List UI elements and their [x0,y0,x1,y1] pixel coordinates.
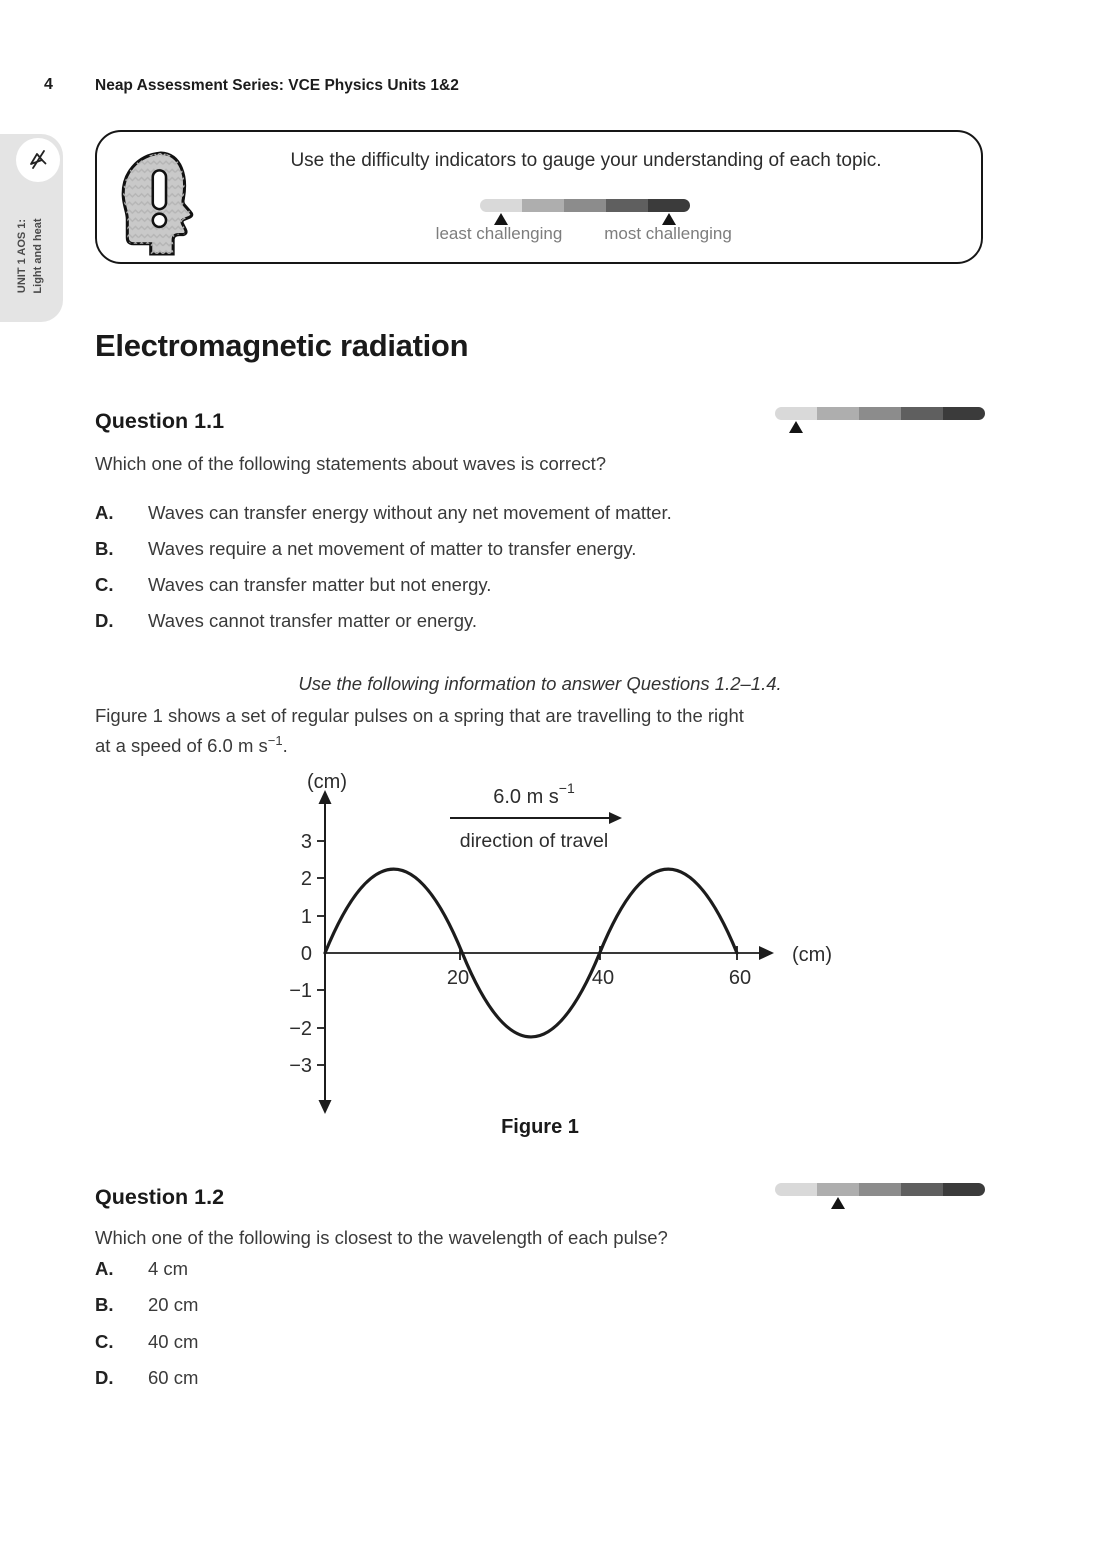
option-letter: D. [95,610,114,631]
unit-tab [0,134,63,322]
figure-caption: Figure 1 [501,1116,579,1138]
x-axis-arrow [759,946,774,960]
stimulus-instruction: Use the following information to answer Questions 1.2–1.4. [298,673,782,694]
option-text: 20 cm [148,1294,199,1315]
stimulus-line2-sup: −1 [267,733,283,748]
question-1-2-title: Question 1.2 [95,1185,225,1209]
difficulty-marker [789,421,803,433]
difficulty-bar [775,1183,985,1196]
x-tick-label: 20 [446,967,470,989]
x-tick-label: 40 [591,967,615,989]
option-letter: C. [95,574,114,595]
difficulty-bar [480,199,690,212]
y-tick-label: −3 [289,1055,312,1077]
direction-arrow-head [609,812,622,824]
y-tick-label: −1 [289,980,312,1002]
y-tick-label: 0 [300,943,312,965]
option-row [95,502,672,524]
difficulty-marker [831,1197,845,1209]
option-letter: A. [95,502,114,523]
figure-1-graph [270,770,845,1120]
unit-tab-badge [16,138,60,182]
x-tick-label: 60 [728,967,752,989]
question-1-1-difficulty [775,407,985,437]
option-text: Waves can transfer matter but not energy. [148,574,492,595]
option-letter: C. [95,1331,114,1352]
question-1-1-prompt: Which one of the following statements about waves is correct? [95,453,607,474]
least-challenging-label: least challenging [435,224,563,243]
section-title: Electromagnetic radiation [95,328,469,363]
option-letter: B. [95,538,114,559]
option-row [95,1258,188,1280]
unit-tab-line2: Light and heat [32,218,44,294]
option-letter: D. [95,1367,114,1388]
info-message: Use the difficulty indicators to gauge your understanding of each topic. [290,150,882,171]
option-row [95,610,477,632]
y-tick-label: −2 [289,1018,312,1040]
option-row [95,574,491,596]
option-letter: A. [95,1258,114,1279]
x-axis-unit-label: (cm) [792,944,832,966]
difficulty-info-box [95,130,983,264]
stimulus-line2-period: . [282,735,288,757]
option-text: 40 cm [148,1331,199,1352]
y-tick-label: 1 [300,906,312,928]
stimulus-line2-text: at a speed of 6.0 m s [95,735,268,757]
option-text: 4 cm [148,1258,189,1279]
unit-tab-line1: UNIT 1 AOS 1: [16,218,29,294]
most-challenging-label: most challenging [604,224,732,243]
option-letter: B. [95,1294,114,1315]
question-1-2-difficulty [775,1183,985,1213]
page-number: 4 [44,76,53,93]
y-tick-label: 3 [300,831,312,853]
head-exclamation-icon [114,150,216,263]
book-title: Neap Assessment Series: VCE Physics Units 1&2 [95,77,459,94]
option-text: Waves require a net movement of matter to transfer energy. [148,538,637,559]
option-row [95,1367,198,1389]
direction-label: direction of travel [459,830,609,852]
option-row [95,538,636,560]
option-text: Waves can transfer energy without any net movement of matter. [148,502,672,523]
difficulty-bar [775,407,985,420]
y-tick-label: 2 [300,868,312,890]
light-icon [25,147,51,173]
option-text: 60 cm [148,1367,199,1388]
unit-tab-label [15,218,47,293]
question-1-1-title: Question 1.1 [95,409,225,433]
speed-label: 6.0 m $s^{-1}$ [493,780,575,808]
option-text: Waves cannot transfer matter or energy. [148,610,478,631]
stimulus-line2 [95,733,288,757]
stimulus-line1: Figure 1 shows a set of regular pulses on a spring that are travelling to the right [95,705,744,726]
y-axis-down-arrow [319,1100,332,1114]
y-axis-unit-label: (cm) [307,771,347,793]
option-row [95,1331,198,1353]
option-row [95,1294,198,1316]
question-1-2-prompt: Which one of the following is closest to the wavelength of each pulse? [95,1227,668,1248]
